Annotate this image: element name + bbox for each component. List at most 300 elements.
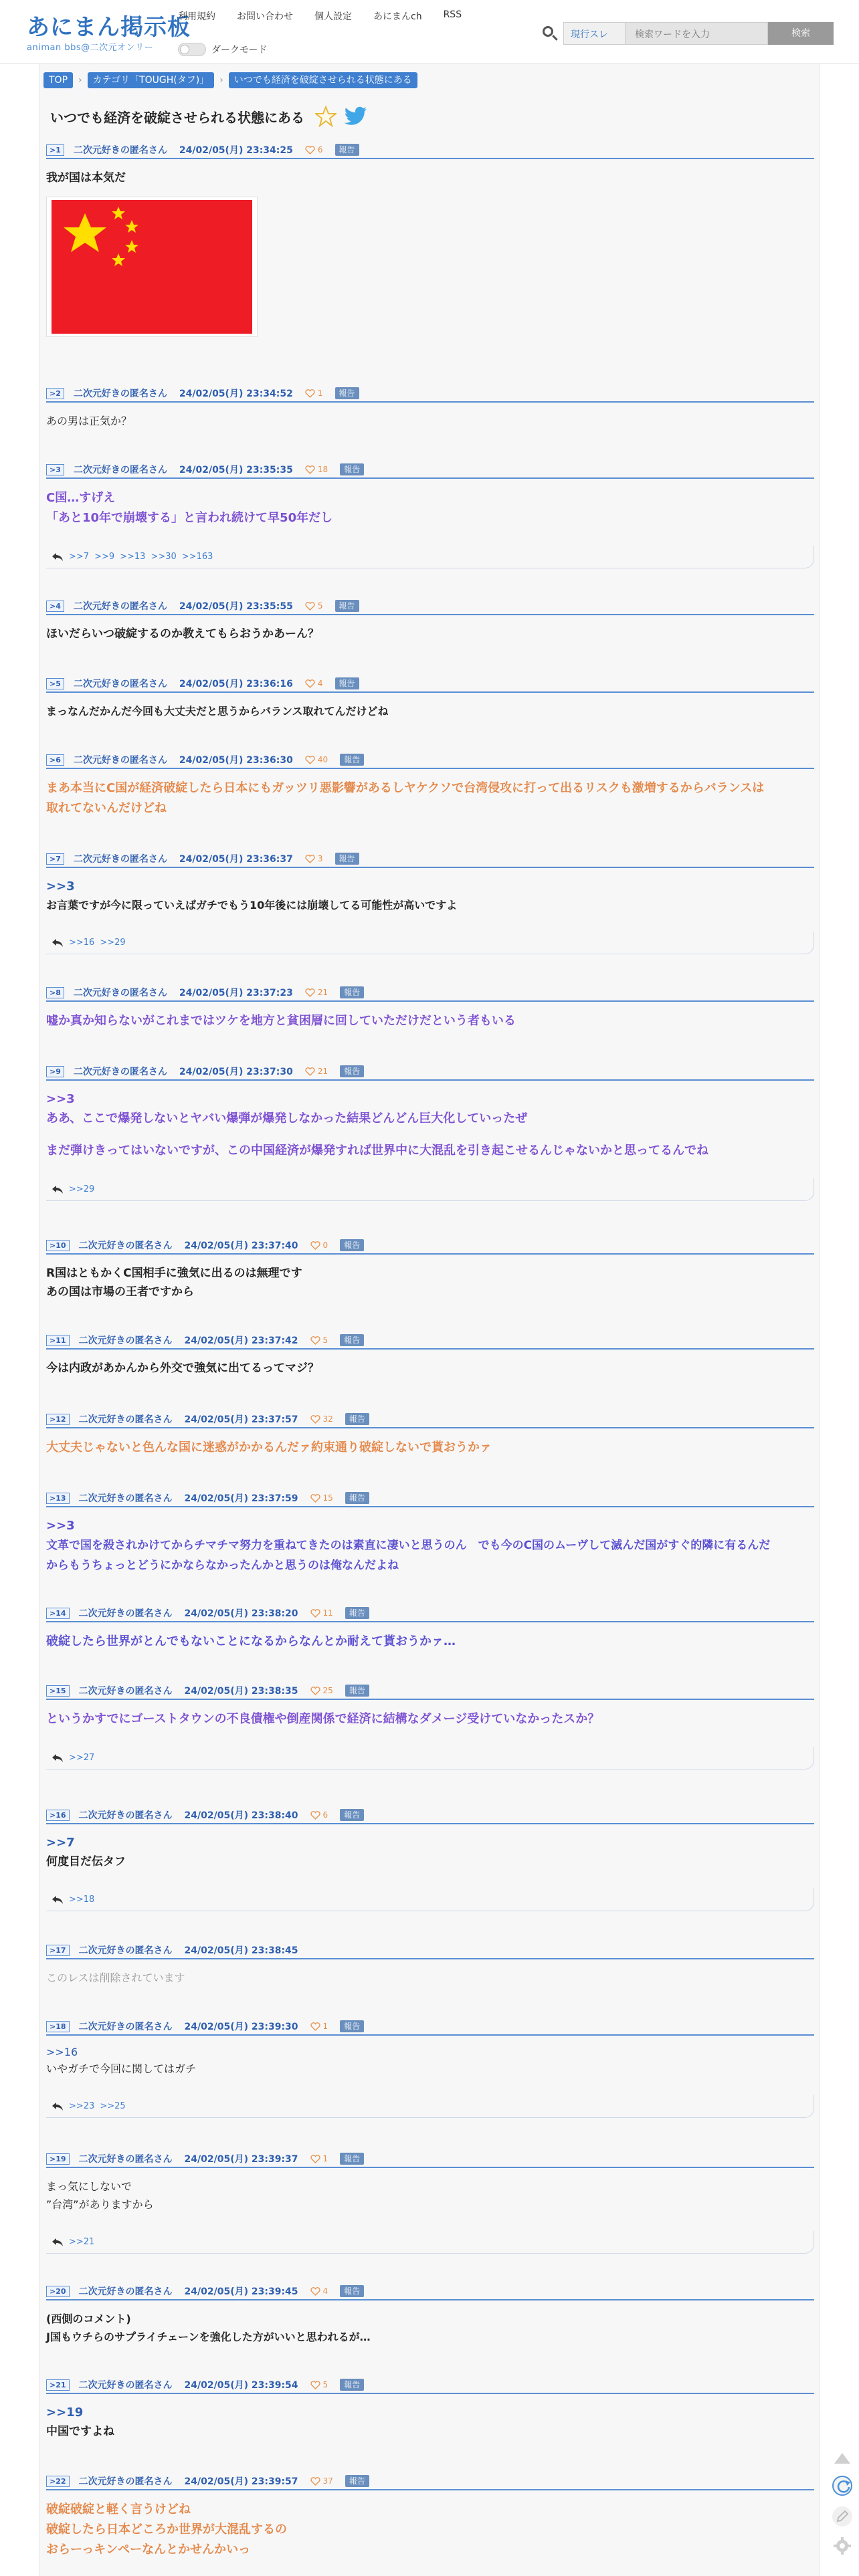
reply-arrow-icon	[52, 2102, 64, 2111]
like-button[interactable]	[310, 2380, 328, 2389]
heart-icon	[310, 2155, 320, 2163]
post-header	[46, 1943, 814, 1959]
like-button[interactable]	[305, 389, 323, 398]
post-header	[46, 599, 814, 615]
post-date: 24/02/05(月) 23:38:45	[184, 1945, 298, 1956]
like-count: 1	[322, 2022, 328, 2031]
page-title: いつでも経済を破綻させられる状態にある	[50, 109, 304, 126]
post-header	[46, 1333, 814, 1350]
china-flag-image	[50, 200, 254, 334]
post-header	[46, 1239, 814, 1255]
top-nav	[178, 9, 483, 23]
post-header	[46, 1808, 814, 1824]
anchor-link[interactable]: >>3	[46, 1092, 75, 1106]
post-header	[46, 2284, 814, 2300]
reply-link[interactable]: >>21	[69, 2237, 95, 2247]
post-author: 二次元好きの匿名さん	[78, 1608, 173, 1619]
reply-links	[46, 932, 814, 954]
post-5	[46, 677, 814, 720]
nav-terms[interactable]: 利用規約	[178, 11, 215, 22]
post-11	[46, 1333, 814, 1378]
like-button[interactable]	[310, 1608, 333, 1618]
report-button[interactable]: 報告	[340, 2020, 364, 2032]
post-number[interactable]: >17	[46, 1945, 70, 1956]
reply-links	[46, 1747, 814, 1769]
reply-link[interactable]: >>13	[120, 552, 146, 562]
post-body	[46, 1834, 814, 1871]
like-button[interactable]	[305, 145, 323, 154]
post-text: からもうちょっとどうにかならなかったんかと思うのは俺なんだよね	[46, 1559, 399, 1572]
reply-arrow-icon	[52, 1185, 64, 1194]
like-button[interactable]	[310, 1335, 328, 1345]
reply-link[interactable]: >>25	[100, 2101, 126, 2111]
post-date: 24/02/05(月) 23:39:30	[184, 2022, 298, 2032]
post-date: 24/02/05(月) 23:39:45	[184, 2286, 298, 2297]
post-header	[46, 463, 814, 479]
post-header	[46, 986, 814, 1002]
twitter-share-icon[interactable]	[345, 106, 367, 126]
post-body	[46, 778, 814, 819]
post-date: 24/02/05(月) 23:37:40	[184, 1241, 298, 1251]
site-logo[interactable]	[27, 15, 191, 53]
like-count: 5	[317, 601, 323, 611]
reply-links	[46, 1178, 814, 1201]
post-text: あの男は正気か？	[46, 415, 132, 427]
post-body	[46, 2310, 814, 2346]
breadcrumb-thread[interactable]: いつでも経済を破綻させられる状態にある	[229, 72, 417, 88]
post-body	[46, 2045, 814, 2078]
report-button[interactable]: 報告	[335, 853, 359, 865]
post-text: まだ弾けきってはいないですが、この中国経済が爆発すれば世界中に大混乱を引き起こせるんじゃないかと思ってるんでね	[46, 1144, 708, 1158]
post-body	[46, 412, 814, 430]
post-text: いやガチで今回に関してはガチ	[46, 2062, 197, 2075]
post-blank-line	[46, 1129, 814, 1141]
heart-icon	[310, 2381, 320, 2389]
post-text: 文革で国を殺されかけてからチマチマ努力を重ねてきたのは素直に凄いと思うのん でも今のC国のムーヴして滅んだ国がすぐ的隣に有るんだ	[46, 1539, 771, 1552]
post-date: 24/02/05(月) 23:36:37	[179, 854, 293, 865]
post-number[interactable]: >3	[46, 464, 64, 475]
post-author: 二次元好きの匿名さん	[78, 1945, 173, 1956]
dark-mode-switch[interactable]	[178, 43, 206, 56]
heart-icon	[310, 1687, 320, 1695]
post-body	[46, 169, 814, 337]
post-8	[46, 986, 814, 1031]
post-text: まっなんだかんだ今回も大丈夫だと思うからバランス取れてんだけどね	[46, 705, 389, 718]
post-header	[46, 1412, 814, 1428]
post-text: ”台湾”がありますから	[46, 2198, 154, 2211]
post-number[interactable]: >8	[46, 987, 64, 998]
reply-link[interactable]: >>30	[151, 552, 177, 562]
post-author: 二次元好きの匿名さん	[78, 2476, 173, 2487]
anchor-link[interactable]: >>3	[46, 879, 75, 893]
anchor-link[interactable]: >>3	[46, 1519, 75, 1533]
post-number[interactable]: >15	[46, 1685, 70, 1697]
like-button[interactable]	[310, 2154, 328, 2163]
post-text: あの国は市場の王者ですから	[46, 1285, 194, 1299]
post-9	[46, 1065, 814, 1201]
reply-link[interactable]: >>29	[69, 1184, 95, 1194]
like-count: 4	[317, 679, 323, 688]
like-count: 0	[322, 1241, 328, 1250]
post-text: まあ本当にC国が経済破綻したら日本にもガッツリ悪影響があるしヤケクソで台湾侵攻に打って出るリスクも激増するからバランスは	[46, 781, 765, 795]
gear-icon	[832, 2536, 852, 2556]
like-count: 1	[322, 2154, 328, 2163]
post-author: 二次元好きの匿名さん	[78, 2022, 173, 2032]
post-author: 二次元好きの匿名さん	[78, 2154, 173, 2165]
reply-arrow-icon	[52, 1753, 64, 1763]
anchor-link[interactable]: >>7	[46, 1836, 75, 1850]
post-header	[46, 2020, 814, 2036]
post-header	[46, 1491, 814, 1507]
post-text: というかすでにゴーストタウンの不良債権や倒産関係で経済に結構なダメージ受けていなかったスか？	[46, 1712, 600, 1726]
heart-icon	[305, 1067, 315, 1076]
reply-link[interactable]: >>163	[181, 552, 213, 562]
post-16	[46, 1808, 814, 1911]
heart-icon	[305, 756, 315, 764]
like-count: 6	[317, 145, 323, 154]
post-12	[46, 1412, 814, 1458]
post-text: 何度目だ伝タフ	[46, 1855, 126, 1868]
nav-settings[interactable]: 個人設定	[314, 11, 352, 22]
nav-animanch[interactable]: あにまんch	[373, 11, 422, 22]
search-bar	[541, 22, 834, 45]
anchor-link[interactable]: >>16	[46, 2046, 78, 2058]
post-date: 24/02/05(月) 23:37:42	[184, 1335, 298, 1346]
settings-button[interactable]	[832, 2536, 852, 2556]
post-body	[46, 2403, 814, 2441]
report-button[interactable]: 報告	[335, 387, 359, 399]
like-button[interactable]	[305, 465, 328, 474]
post-author: 二次元好きの匿名さん	[78, 1686, 173, 1697]
report-button[interactable]: 報告	[340, 2153, 364, 2165]
heart-icon	[305, 602, 315, 611]
report-button[interactable]: 報告	[345, 2475, 369, 2487]
post-text: まっ気にしないで	[46, 2180, 132, 2193]
post-author: 二次元好きの匿名さん	[73, 679, 167, 689]
search-icon	[541, 24, 559, 43]
post-number[interactable]: >4	[46, 601, 64, 612]
reply-links	[46, 2231, 814, 2254]
post-17	[46, 1943, 814, 1987]
like-button[interactable]	[305, 755, 328, 764]
heart-icon	[305, 988, 315, 997]
post-body	[46, 1090, 814, 1161]
post-text: 今は内政があかんから外交で強気に出てるってマジ？	[46, 1362, 319, 1375]
reply-link[interactable]: >>16	[69, 938, 95, 948]
post-number[interactable]: >19	[46, 2153, 70, 2165]
post-number[interactable]: >1	[46, 144, 64, 156]
post-number[interactable]: >11	[46, 1335, 70, 1346]
breadcrumb-top[interactable]: TOP	[43, 72, 73, 88]
post-number[interactable]: >13	[46, 1493, 70, 1504]
post-date: 24/02/05(月) 23:36:30	[179, 755, 293, 766]
post-author: 二次元好きの匿名さん	[73, 389, 167, 399]
post-number[interactable]: >16	[46, 1810, 70, 1821]
thread-title-row	[50, 106, 367, 127]
reply-link[interactable]: >>23	[69, 2101, 95, 2111]
heart-icon	[310, 2477, 320, 2486]
post-date: 24/02/05(月) 23:39:54	[184, 2380, 298, 2391]
report-button[interactable]: 報告	[340, 2285, 364, 2297]
like-button[interactable]	[305, 988, 328, 997]
report-button[interactable]: 報告	[340, 754, 364, 766]
like-button[interactable]	[310, 2022, 328, 2031]
post-author: 二次元好きの匿名さん	[78, 1241, 173, 1251]
post-number[interactable]: >10	[46, 1240, 70, 1251]
like-button[interactable]	[305, 1067, 328, 1076]
thread-main	[39, 64, 820, 2576]
post-body	[46, 702, 814, 720]
deleted-notice: このレスは削除されています	[46, 1971, 185, 1984]
post-date: 24/02/05(月) 23:39:57	[184, 2476, 298, 2487]
post-author: 二次元好きの匿名さん	[78, 1493, 173, 1504]
post-7	[46, 852, 814, 954]
like-count: 32	[322, 1414, 333, 1424]
post-date: 24/02/05(月) 23:38:35	[184, 1686, 298, 1697]
post-text: 「あと10年で崩壊する」と言われ続けて早50年だし	[46, 511, 333, 525]
report-button[interactable]: 報告	[335, 600, 359, 612]
post-body	[46, 1969, 814, 1987]
post-date: 24/02/05(月) 23:37:30	[179, 1067, 293, 1077]
heart-icon	[310, 2022, 320, 2031]
post-author: 二次元好きの匿名さん	[78, 1414, 173, 1425]
post-author: 二次元好きの匿名さん	[73, 145, 167, 156]
post-header	[46, 852, 814, 868]
post-text: (西側のコメント)	[46, 2313, 131, 2325]
post-number[interactable]: >18	[46, 2021, 70, 2032]
site-header	[0, 0, 859, 64]
report-button[interactable]: 報告	[340, 1065, 364, 1077]
post-text: 我が国は本気だ	[46, 171, 126, 185]
post-4	[46, 599, 814, 643]
post-body	[46, 1709, 814, 1729]
post-author: 二次元好きの匿名さん	[78, 2380, 173, 2391]
report-button[interactable]: 報告	[345, 1685, 369, 1697]
like-button[interactable]	[310, 1686, 333, 1695]
like-button[interactable]	[305, 601, 323, 611]
post-number[interactable]: >14	[46, 1608, 70, 1619]
heart-icon	[310, 1336, 320, 1345]
anchor-link[interactable]: >>19	[46, 2405, 84, 2420]
post-14	[46, 1606, 814, 1652]
reply-arrow-icon	[52, 552, 64, 562]
post-number[interactable]: >22	[46, 2476, 70, 2487]
like-button[interactable]	[310, 2286, 328, 2296]
heart-icon	[305, 855, 315, 863]
report-button[interactable]: 報告	[340, 1239, 364, 1251]
post-text: おらーっキンペーなんとかせんかいっ	[46, 2543, 251, 2557]
reply-link[interactable]: >>18	[69, 1895, 95, 1905]
post-author: 二次元好きの匿名さん	[73, 755, 167, 766]
heart-icon	[310, 1241, 320, 1250]
post-2	[46, 387, 814, 430]
post-18	[46, 2020, 814, 2118]
post-body	[46, 625, 814, 643]
post-date: 24/02/05(月) 23:39:37	[184, 2154, 298, 2165]
post-19	[46, 2152, 814, 2254]
like-count: 18	[317, 465, 328, 474]
post-image-china-flag[interactable]	[46, 197, 258, 337]
report-button[interactable]: 報告	[340, 463, 364, 475]
search-scope-select[interactable]: 現行スレ	[563, 22, 625, 45]
post-body	[46, 1359, 814, 1378]
like-count: 1	[317, 389, 323, 398]
post-header	[46, 2152, 814, 2168]
heart-icon	[305, 389, 315, 398]
post-date: 24/02/05(月) 23:34:25	[179, 145, 293, 156]
like-count: 37	[322, 2476, 333, 2486]
reload-icon	[834, 2477, 854, 2497]
reply-arrow-icon	[52, 2238, 64, 2247]
like-count: 21	[317, 1067, 328, 1076]
report-button[interactable]: 報告	[345, 1413, 369, 1425]
post-author: 二次元好きの匿名さん	[78, 1810, 173, 1821]
post-header	[46, 1684, 814, 1700]
heart-icon	[310, 1609, 320, 1618]
heart-icon	[305, 146, 315, 154]
post-number[interactable]: >21	[46, 2379, 70, 2391]
post-number[interactable]: >7	[46, 853, 64, 865]
like-count: 15	[322, 1493, 333, 1503]
like-button[interactable]	[305, 854, 323, 863]
post-header	[46, 1065, 814, 1081]
dark-mode-toggle[interactable]	[178, 43, 267, 56]
search-button[interactable]: 検索	[768, 22, 834, 45]
post-header	[46, 387, 814, 403]
post-10	[46, 1239, 814, 1301]
search-input[interactable]: 検索ワードを入力	[625, 22, 768, 45]
post-text: お言葉ですが今に限っていえばガチでもう10年後には崩壊してる可能性が高いですよ	[46, 899, 458, 911]
report-button[interactable]: 報告	[335, 677, 359, 689]
breadcrumb	[43, 72, 417, 88]
post-date: 24/02/05(月) 23:35:55	[179, 601, 293, 612]
post-date: 24/02/05(月) 23:37:57	[184, 1414, 298, 1425]
reply-link[interactable]: >>29	[100, 938, 126, 948]
like-count: 5	[322, 1335, 328, 1345]
post-text: 嘘か真か知らないがこれまではツケを地方と貧困層に回していただけだという者もいる	[46, 1014, 516, 1028]
reply-links	[46, 2095, 814, 2118]
breadcrumb-separator: ›	[219, 75, 223, 86]
post-body	[46, 1264, 814, 1301]
heart-icon	[310, 2287, 320, 2296]
post-number[interactable]: >6	[46, 754, 64, 766]
like-count: 40	[317, 755, 328, 764]
report-button[interactable]: 報告	[340, 1809, 364, 1821]
reply-arrow-icon	[52, 1895, 64, 1905]
post-author: 二次元好きの匿名さん	[73, 601, 167, 612]
like-button[interactable]	[310, 1810, 328, 1820]
breadcrumb-category[interactable]: カテゴリ「TOUGH(タフ)」	[88, 72, 215, 88]
post-number[interactable]: >5	[46, 678, 64, 689]
post-author: 二次元好きの匿名さん	[73, 854, 167, 865]
report-button[interactable]: 報告	[340, 986, 364, 998]
post-body	[46, 2177, 814, 2214]
reply-arrow-icon	[52, 938, 64, 948]
post-13	[46, 1491, 814, 1576]
post-body	[46, 1517, 814, 1576]
nav-rss[interactable]: RSS	[443, 9, 462, 20]
post-header	[46, 143, 814, 159]
post-header	[46, 677, 814, 693]
post-author: 二次元好きの匿名さん	[73, 465, 167, 475]
post-number[interactable]: >12	[46, 1414, 70, 1425]
post-text: 破綻したら日本どころか世界が大混乱するの	[46, 2523, 287, 2537]
post-text: 大丈夫じゃないと色んな国に迷惑がかかるんだァ約束通り破綻しないで貰おうかァ	[46, 1440, 492, 1455]
post-1	[46, 143, 814, 337]
reload-button[interactable]	[832, 2476, 852, 2496]
report-button[interactable]: 報告	[345, 1607, 369, 1619]
dark-mode-label: ダークモード	[211, 45, 268, 56]
post-text: 取れてないんだけどね	[46, 801, 167, 815]
post-20	[46, 2284, 814, 2346]
post-date: 24/02/05(月) 23:37:23	[179, 988, 293, 998]
like-count: 4	[322, 2286, 328, 2296]
post-text: R国はともかくC国相手に強気に出るのは無理です	[46, 1267, 302, 1280]
post-header	[46, 1606, 814, 1622]
reply-links	[46, 546, 814, 568]
post-number[interactable]: >2	[46, 388, 64, 399]
scroll-top-button[interactable]	[832, 2449, 852, 2469]
reply-link[interactable]: >>7	[69, 552, 90, 562]
report-button[interactable]: 報告	[340, 1334, 364, 1346]
post-date: 24/02/05(月) 23:37:59	[184, 1493, 298, 1504]
post-21	[46, 2378, 814, 2441]
switch-knob	[180, 45, 189, 54]
like-count: 6	[322, 1810, 328, 1820]
report-button[interactable]: 報告	[345, 1492, 369, 1504]
like-button[interactable]	[310, 1241, 328, 1250]
post-body	[46, 877, 814, 914]
heart-icon	[305, 465, 315, 474]
post-number[interactable]: >9	[46, 1066, 64, 1077]
post-body	[46, 1438, 814, 1458]
post-text: 破綻破綻と軽く言うけどね	[46, 2502, 191, 2516]
post-author: 二次元好きの匿名さん	[78, 1335, 173, 1346]
post-header	[46, 2474, 814, 2490]
heart-icon	[310, 1494, 320, 1503]
post-body	[46, 2500, 814, 2560]
favorite-star-icon[interactable]	[315, 106, 337, 127]
like-button[interactable]	[305, 679, 323, 688]
heart-icon	[305, 679, 315, 688]
report-button[interactable]: 報告	[335, 144, 359, 156]
post-date: 24/02/05(月) 23:38:40	[184, 1810, 298, 1821]
post-body	[46, 1011, 814, 1031]
reply-link[interactable]: >>27	[69, 1753, 95, 1763]
report-button[interactable]: 報告	[340, 2379, 364, 2391]
post-author: 二次元好きの匿名さん	[78, 2286, 173, 2297]
like-count: 21	[317, 988, 328, 997]
post-3	[46, 463, 814, 568]
post-text: 中国ですよね	[46, 2425, 114, 2438]
like-count: 11	[322, 1608, 333, 1618]
heart-icon	[310, 1811, 320, 1820]
write-post-button[interactable]	[832, 2506, 852, 2527]
reply-links	[46, 1889, 814, 1911]
like-button[interactable]	[310, 1414, 333, 1424]
post-date: 24/02/05(月) 23:38:20	[184, 1608, 298, 1619]
post-header	[46, 753, 814, 769]
like-count: 5	[322, 2380, 328, 2389]
like-button[interactable]	[310, 1493, 333, 1503]
reply-link[interactable]: >>9	[94, 552, 115, 562]
post-text: 破綻したら世界がとんでもないことになるからなんとか耐えて貰おうかァ…	[46, 1634, 456, 1648]
post-6	[46, 753, 814, 819]
nav-contact[interactable]: お問い合わせ	[237, 11, 293, 22]
post-number[interactable]: >20	[46, 2286, 70, 2297]
like-button[interactable]	[310, 2476, 333, 2486]
post-text: ほいだらいつ破綻するのか教えてもらおうかあーん？	[46, 627, 319, 641]
